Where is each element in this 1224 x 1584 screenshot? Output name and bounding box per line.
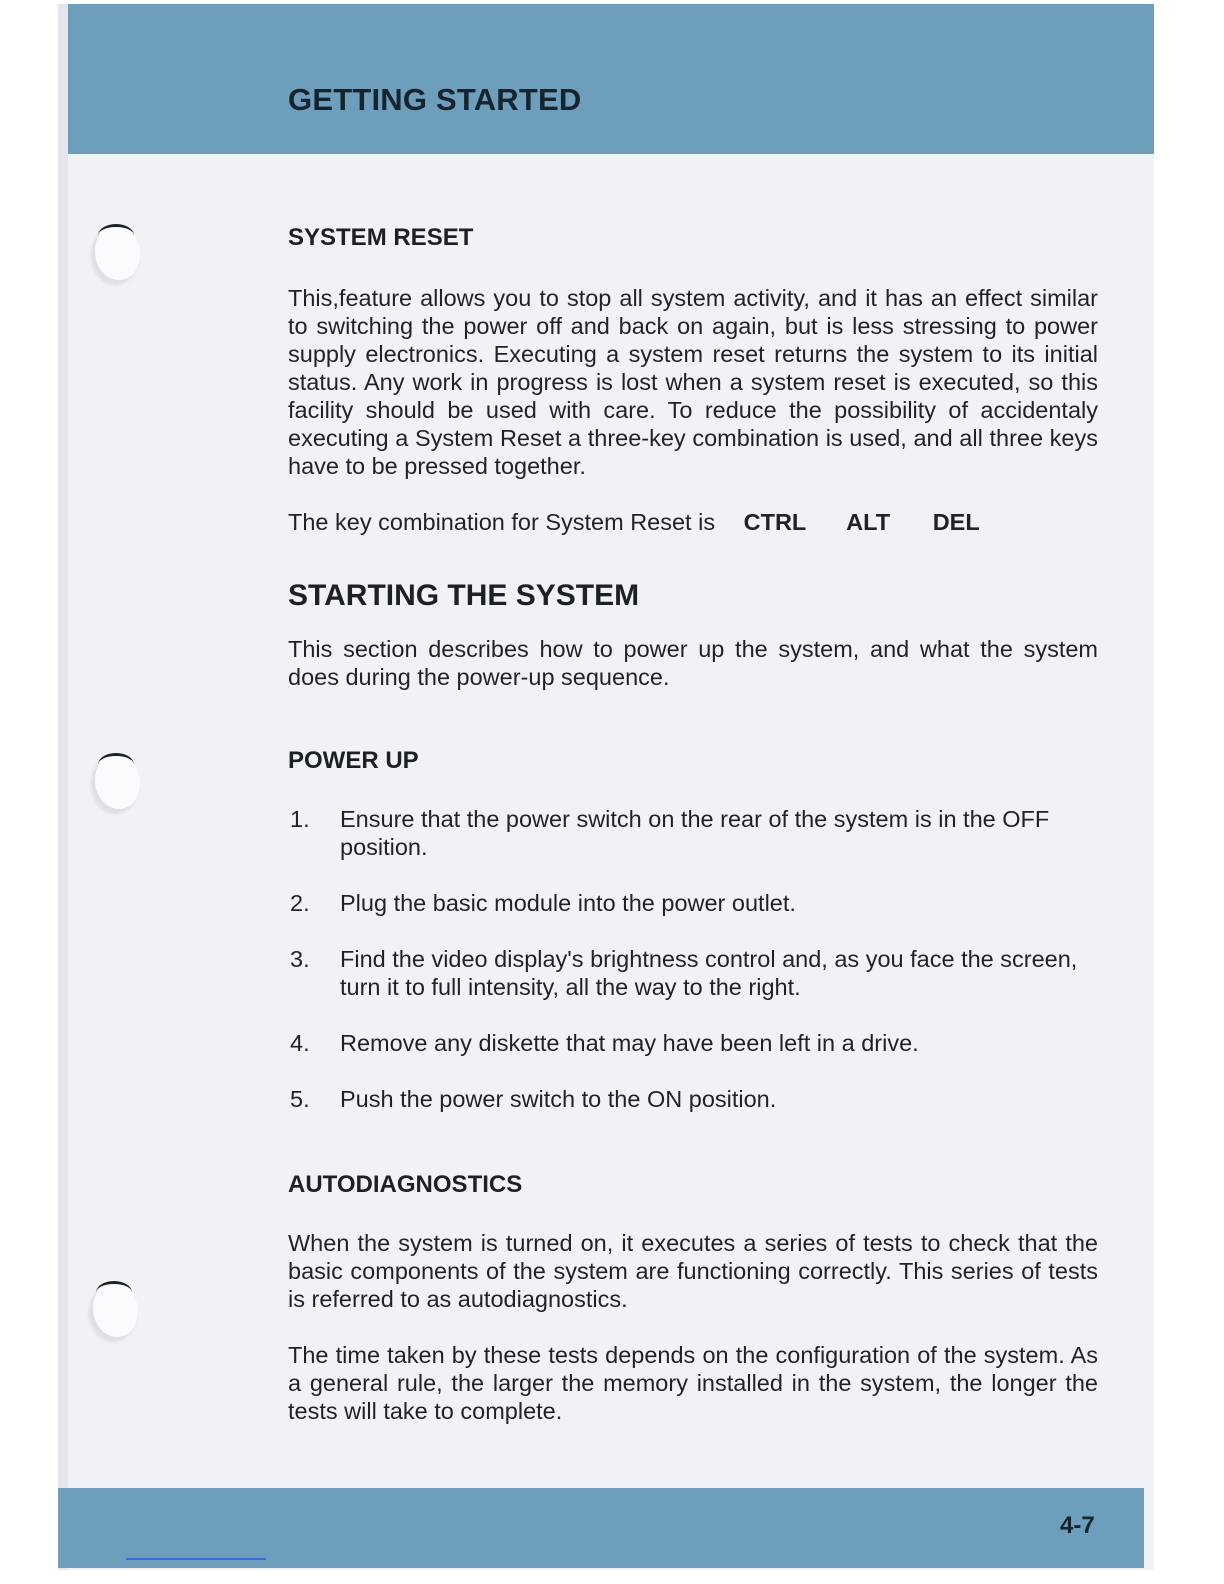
page-title: GETTING STARTED (288, 82, 582, 117)
footer-band (58, 1488, 1144, 1568)
step-text: Ensure that the power switch on the rear of the system is in the OFF position. (340, 806, 1050, 860)
section-heading-system-reset: SYSTEM RESET (288, 224, 474, 251)
binder-hole-middle (92, 754, 140, 812)
step-text: Plug the basic module into the power outlet. (340, 890, 796, 916)
step-text: Find the video display's brightness control and, as you face the screen, turn it to full intensity, all the way to the right. (340, 946, 1078, 1000)
key-combination-line (288, 508, 1098, 536)
step-number: 1. (290, 806, 310, 832)
key-alt: ALT (846, 509, 891, 535)
autodiagnostics-paragraph-2: The time taken by these tests depends on the configuration of the system. As a general rule, the larger the memory installed in the system, the longer the tests will take to complete. (288, 1342, 1098, 1424)
page-number: 4-7 (1060, 1512, 1095, 1539)
key-del: DEL (932, 509, 980, 535)
header-band (68, 4, 1154, 154)
section-heading-starting-the-system: STARTING THE SYSTEM (288, 579, 640, 612)
key-combination (744, 508, 980, 536)
scan-edge-line (126, 1558, 266, 1560)
step-number: 3. (290, 946, 310, 972)
page-content (288, 224, 1098, 1425)
step-number: 2. (290, 890, 310, 916)
list-item (288, 889, 1098, 917)
list-item (288, 945, 1098, 1001)
section-heading-power-up: POWER UP (288, 747, 419, 774)
step-number: 5. (290, 1086, 310, 1112)
step-number: 4. (290, 1030, 310, 1056)
list-item (288, 805, 1098, 861)
starting-paragraph: This section describes how to power up the system, and what the system does during the power-up sequence. (288, 636, 1098, 690)
step-text: Remove any diskette that may have been left in a drive. (340, 1030, 919, 1056)
section-heading-autodiagnostics: AUTODIAGNOSTICS (288, 1171, 523, 1198)
list-item (288, 1085, 1098, 1113)
autodiagnostics-paragraph-1: When the system is turned on, it executes a series of tests to check that the basic components of the system are functioning correctly. This series of tests is referred to as autodiagnostics. (288, 1230, 1098, 1312)
step-text: Push the power switch to the ON position. (340, 1086, 777, 1112)
binder-hole-bottom (90, 1282, 138, 1340)
binder-hole-top (92, 225, 140, 283)
system-reset-paragraph: This,feature allows you to stop all system activity, and it has an effect similar to switching the power off and back on again, but is less stressing to power supply electronics. Executing a system reset returns the system to its initial status. Any work in progress is lost when a system reset is executed, so this facility should be used with care. To reduce the possibility of accidentaly executing a System Reset a three-key combination is used, and all three keys have to be pressed together. (288, 285, 1098, 479)
list-item (288, 1029, 1098, 1057)
power-up-steps (288, 805, 1098, 1113)
key-ctrl: CTRL (743, 509, 807, 535)
key-combination-text: The key combination for System Reset is (288, 509, 716, 535)
